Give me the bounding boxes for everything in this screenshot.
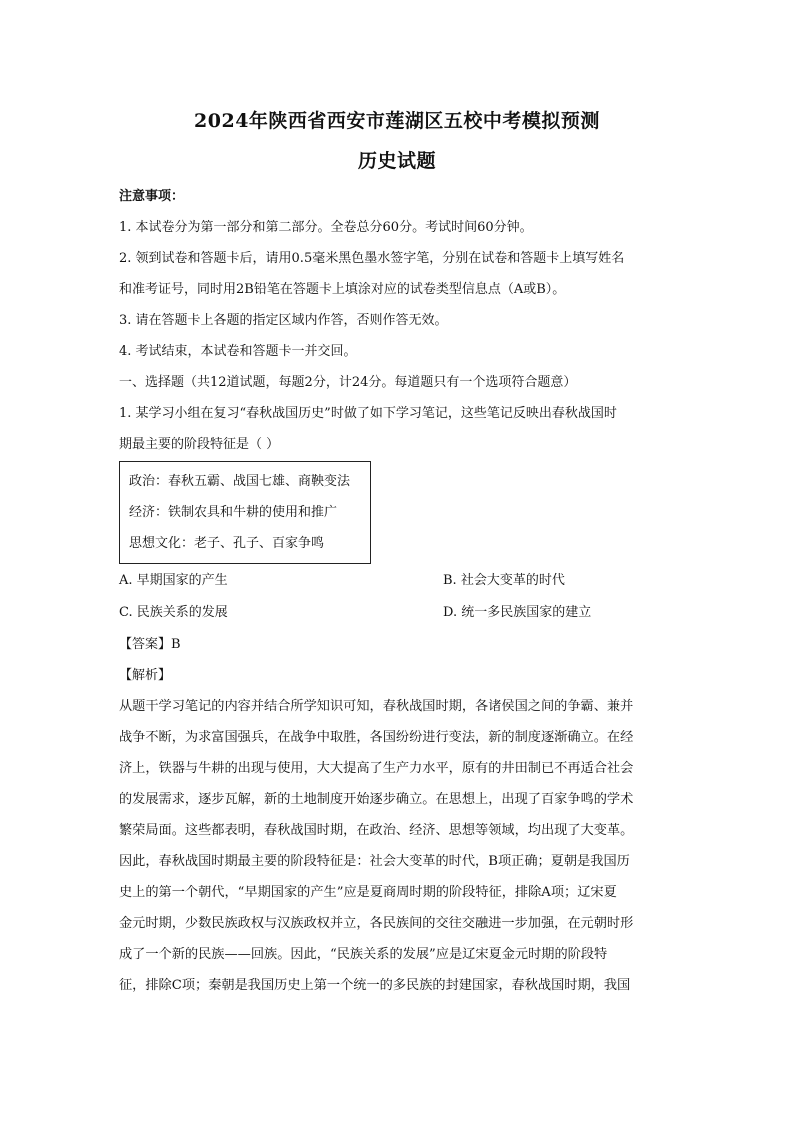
analysis-label: 【解析】 xyxy=(119,668,172,683)
box-line-politics: 政治：春秋五霸、战国七雄、商鞅变法 xyxy=(129,474,351,489)
analysis-line: 征，排除C项；秦朝是我国历史上第一个统一的多民族的封建国家，春秋战国时期，我国 xyxy=(119,978,631,993)
analysis-line: 济上，铁器与牛耕的出现与使用，大大提高了生产力水平，原有的井田制已不再适合社会 xyxy=(119,761,634,776)
note-line: 1. 本试卷分为第一部分和第二部分。全卷总分60分。考试时间60分钟。 xyxy=(119,220,533,235)
question-stem: 1. 某学习小组在复习“春秋战国历史”时做了如下学习笔记，这些笔记反映出春秋战国时 xyxy=(119,406,617,421)
analysis-line: 战争不断，为求富国强兵，在战争中取胜，各国纷纷进行变法，新的制度逐渐确立。在经 xyxy=(119,730,634,745)
analysis-line: 的发展需求，逐步瓦解，新的土地制度开始逐步确立。在思想上，出现了百家争鸣的学术 xyxy=(119,792,634,807)
exam-title: 2024年陕西省西安市莲湖区五校中考模拟预测 xyxy=(194,110,600,132)
section-heading: 一、选择题（共12道试题，每题2分，计24分。每道题只有一个选项符合题意） xyxy=(119,375,577,390)
option-c: C. 民族关系的发展 xyxy=(119,605,228,620)
analysis-line: 成了一个新的民族——回族。因此，“民族关系的发展”应是辽宋夏金元时期的阶段特 xyxy=(119,947,608,962)
note-line: 和准考证号，同时用2B铅笔在答题卡上填涂对应的试卷类型信息点（A或B）。 xyxy=(119,282,566,297)
note-line: 2. 领到试卷和答题卡后，请用0.5毫米黑色墨水签字笔，分别在试卷和答题卡上填写姓名 xyxy=(119,251,625,266)
note-line: 3. 请在答题卡上各题的指定区域内作答，否则作答无效。 xyxy=(119,313,448,328)
question-stem: 期最主要的阶段特征是（ ） xyxy=(119,437,280,452)
option-d: D. 统一多民族国家的建立 xyxy=(443,605,592,620)
option-a: A. 早期国家的产生 xyxy=(119,573,228,588)
analysis-line: 繁荣局面。这些都表明，春秋战国时期，在政治、经济、思想等领域，均出现了大变革。 xyxy=(119,823,634,838)
notes-heading: 注意事项： xyxy=(119,189,185,204)
analysis-line: 金元时期，少数民族政权与汉族政权并立，各民族间的交往交融进一步加强，在元朝时形 xyxy=(119,916,634,931)
exam-subtitle: 历史试题 xyxy=(357,150,436,172)
notes-box xyxy=(119,461,371,564)
note-line: 4. 考试结束，本试卷和答题卡一并交回。 xyxy=(119,344,357,359)
answer-line: 【答案】B xyxy=(119,637,181,652)
analysis-line: 因此，春秋战国时期最主要的阶段特征是：社会大变革的时代，B项正确；夏朝是我国历 xyxy=(119,854,630,869)
box-line-culture: 思想文化：老子、孔子、百家争鸣 xyxy=(129,536,325,551)
box-line-economy: 经济：铁制农具和牛耕的使用和推广 xyxy=(129,505,338,520)
analysis-line: 史上的第一个朝代，“早期国家的产生”应是夏商周时期的阶段特征，排除A项；辽宋夏 xyxy=(119,885,617,900)
option-b: B. 社会大变革的时代 xyxy=(443,573,565,588)
analysis-line: 从题干学习笔记的内容并结合所学知识可知，春秋战国时期，各诸侯国之间的争霸、兼并 xyxy=(119,699,634,714)
